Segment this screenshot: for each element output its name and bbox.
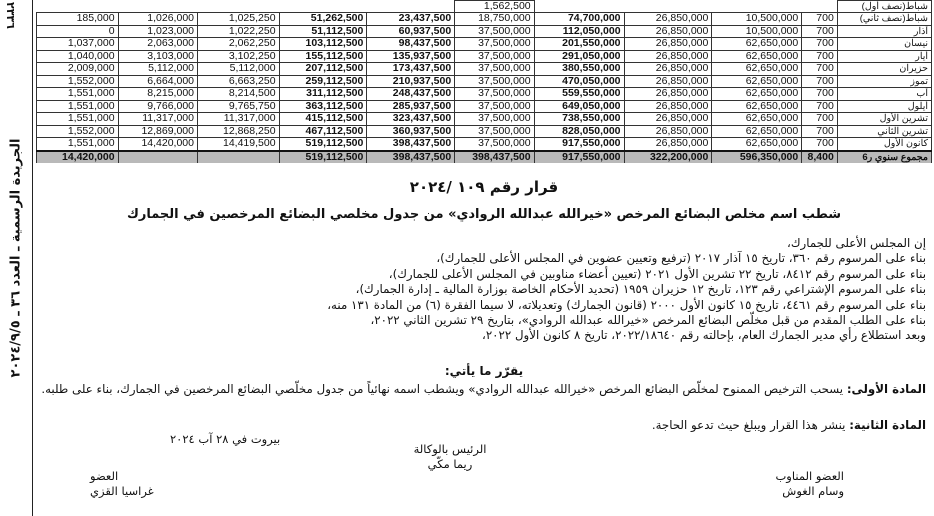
table-cell: 700 bbox=[802, 50, 838, 63]
table-row bbox=[37, 75, 932, 88]
decided-line: يقرّر ما يأتي: bbox=[444, 364, 524, 378]
table-cell: 37,500,000 bbox=[455, 25, 534, 38]
salary-table bbox=[36, 0, 932, 163]
table-cell: 14,419,500 bbox=[198, 138, 280, 151]
table-cell: 363,112,500 bbox=[279, 100, 367, 113]
table-row bbox=[37, 25, 932, 38]
table-cell: 26,850,000 bbox=[624, 100, 712, 113]
table-cell: 1,551,000 bbox=[37, 100, 119, 113]
total-cell: 398,437,500 bbox=[455, 151, 534, 164]
table-cell: 700 bbox=[802, 38, 838, 51]
total-label: مجموع سنوي ر6 bbox=[837, 151, 931, 164]
table-cell: 14,420,000 bbox=[118, 138, 197, 151]
table-row bbox=[37, 38, 932, 51]
table-cell: 1,552,000 bbox=[37, 125, 119, 138]
top-label-cell: شباط(نصف أول) bbox=[837, 1, 931, 13]
table-cell: 12,868,250 bbox=[198, 125, 280, 138]
table-top-row bbox=[37, 1, 932, 13]
table-cell: 62,650,000 bbox=[712, 50, 802, 63]
table-cell: 37,500,000 bbox=[455, 100, 534, 113]
table-cell: 26,850,000 bbox=[624, 88, 712, 101]
table-cell: 62,650,000 bbox=[712, 88, 802, 101]
table-cell: 210,937,500 bbox=[367, 75, 455, 88]
table-cell: 519,112,500 bbox=[279, 138, 367, 151]
article-1-text: يسحب الترخيص الممنوح لمخلّص البضائع المرخص «خيرالله عبدالله الروادي» ويشطب اسمه نهائياً من جدول مخلّصي البضائع المرخصين في الجمارك، بناء على طلبه. bbox=[41, 382, 844, 396]
table-cell: 207,112,500 bbox=[279, 63, 367, 76]
table-cell: 700 bbox=[802, 13, 838, 26]
table-cell: 917,550,000 bbox=[534, 138, 624, 151]
salary-table-wrap bbox=[36, 0, 932, 163]
table-cell: 700 bbox=[802, 25, 838, 38]
signature-date: بيروت في ٢٨ آب ٢٠٢٤ bbox=[170, 432, 281, 446]
table-cell: 62,650,000 bbox=[712, 113, 802, 126]
table-cell: 26,850,000 bbox=[624, 25, 712, 38]
page-number: ٢٣٣٦ bbox=[4, 2, 17, 29]
top-value-cell: 1,562,500 bbox=[455, 1, 534, 13]
table-cell: 26,850,000 bbox=[624, 13, 712, 26]
table-cell: 135,937,500 bbox=[367, 50, 455, 63]
table-cell: 98,437,500 bbox=[367, 38, 455, 51]
table-cell: 155,112,500 bbox=[279, 50, 367, 63]
preamble-line: وبعد استطلاع رأي مدير الجمارك العام، بإحالته رقم ٢٠٢٢/١٨٦٤٠، تاريخ ٨ كانون الأول ٢٠٢٢، bbox=[482, 328, 926, 343]
row-label: تشرين الثاني bbox=[837, 125, 931, 138]
preamble-line: بناء على المرسوم رقم ٤٤٦١، تاريخ ١٥ كانون الأول ٢٠٠٠ (قانون الجمارك) وتعديلاته، لا سيما الفقرة (٦) من المادة ١٣١ منه، bbox=[327, 297, 926, 312]
article-2-text: ينشر هذا القرار ويبلغ حيث تدعو الحاجة. bbox=[651, 418, 846, 432]
row-label: تشرين الأول bbox=[837, 113, 931, 126]
table-cell: 3,103,000 bbox=[118, 50, 197, 63]
table-cell: 18,750,000 bbox=[455, 13, 534, 26]
table-cell: 26,850,000 bbox=[624, 113, 712, 126]
row-label: أيلول bbox=[837, 100, 931, 113]
decision-subtitle: شطب اسم مخلص البضائع المرخص «خيرالله عبدالله الروادي» من جدول مخلصي البضائع المرخصين في الجمارك bbox=[126, 207, 842, 222]
table-row bbox=[37, 100, 932, 113]
table-cell: 12,869,000 bbox=[118, 125, 197, 138]
table-cell: 700 bbox=[802, 125, 838, 138]
table-cell: 1,551,000 bbox=[37, 138, 119, 151]
table-cell: 1,026,000 bbox=[118, 13, 197, 26]
decision-title: قرار رقم ١٠٩ /٢٠٢٤ bbox=[409, 178, 559, 196]
table-cell: 51,112,500 bbox=[279, 25, 367, 38]
total-cell: 14,420,000 bbox=[37, 151, 119, 164]
table-row bbox=[37, 63, 932, 76]
member-signature bbox=[90, 469, 190, 499]
president-name: ريما مكّي bbox=[427, 457, 473, 471]
table-cell: 1,023,000 bbox=[118, 25, 197, 38]
table-cell: 470,050,000 bbox=[534, 75, 624, 88]
table-cell: 26,850,000 bbox=[624, 75, 712, 88]
preamble-line: إن المجلس الأعلى للجمارك، bbox=[787, 236, 926, 250]
table-cell: 62,650,000 bbox=[712, 138, 802, 151]
total-cell: 596,350,000 bbox=[712, 151, 802, 164]
table-cell: 285,937,500 bbox=[367, 100, 455, 113]
table-body bbox=[37, 1, 932, 164]
table-cell: 6,664,000 bbox=[118, 75, 197, 88]
table-cell: 62,650,000 bbox=[712, 100, 802, 113]
total-cell: 519,112,500 bbox=[279, 151, 367, 164]
table-cell: 398,437,500 bbox=[367, 138, 455, 151]
preamble-line: بناء على الطلب المقدم من قبل مخلّص البضائع المرخص «خيرالله عبدالله الروادي»، بتاريخ ٢٩ تشرين الثاني ٢٠٢٢، bbox=[370, 313, 926, 328]
table-cell: 26,850,000 bbox=[624, 38, 712, 51]
preamble-line: بناء على المرسوم رقم ٣٦٠، تاريخ ١٥ آذار ٢٠١٧ (ترفيع وتعيين عضوين في المجلس الأعلى للجمارك)، bbox=[436, 251, 926, 266]
president-title: الرئيس بالوكالة bbox=[413, 442, 487, 456]
table-cell: 62,650,000 bbox=[712, 38, 802, 51]
total-cell: 398,437,500 bbox=[367, 151, 455, 164]
table-cell: 185,000 bbox=[37, 13, 119, 26]
table-cell: 2,063,000 bbox=[118, 38, 197, 51]
table-cell: 323,437,500 bbox=[367, 113, 455, 126]
row-label: نيسان bbox=[837, 38, 931, 51]
table-row bbox=[37, 13, 932, 26]
table-row bbox=[37, 138, 932, 151]
article-1-label: المادة الأولى: bbox=[846, 382, 926, 396]
total-cell bbox=[198, 151, 280, 164]
table-cell: 828,050,000 bbox=[534, 125, 624, 138]
table-cell: 26,850,000 bbox=[624, 63, 712, 76]
table-cell: 248,437,500 bbox=[367, 88, 455, 101]
table-cell: 8,215,000 bbox=[118, 88, 197, 101]
table-cell: 37,500,000 bbox=[455, 75, 534, 88]
table-cell: 1,025,250 bbox=[198, 13, 280, 26]
table-cell: 2,062,250 bbox=[198, 38, 280, 51]
table-cell: 10,500,000 bbox=[712, 13, 802, 26]
gazette-issue-text: الجريدة الرسمية ـ العدد ٣٦ ـ ٢٠٢٤/٩/٥ bbox=[8, 138, 24, 378]
table-cell: 37,500,000 bbox=[455, 38, 534, 51]
table-cell: 37,500,000 bbox=[455, 113, 534, 126]
table-cell: 649,050,000 bbox=[534, 100, 624, 113]
table-cell: 259,112,500 bbox=[279, 75, 367, 88]
row-label: تموز bbox=[837, 75, 931, 88]
table-cell: 26,850,000 bbox=[624, 50, 712, 63]
table-cell: 11,317,000 bbox=[118, 113, 197, 126]
table-cell: 700 bbox=[802, 63, 838, 76]
table-cell: 1,022,250 bbox=[198, 25, 280, 38]
table-cell: 103,112,500 bbox=[279, 38, 367, 51]
gazette-sidebar bbox=[0, 0, 33, 516]
row-label: أيار bbox=[837, 50, 931, 63]
row-label: كانون الأول bbox=[837, 138, 931, 151]
table-cell: 1,040,000 bbox=[37, 50, 119, 63]
table-cell: 0 bbox=[37, 25, 119, 38]
table-cell: 51,262,500 bbox=[279, 13, 367, 26]
president-signature bbox=[400, 442, 500, 472]
table-cell: 311,112,500 bbox=[279, 88, 367, 101]
table-cell: 467,112,500 bbox=[279, 125, 367, 138]
member-title: العضو bbox=[90, 469, 119, 483]
table-cell: 10,500,000 bbox=[712, 25, 802, 38]
table-cell: 1,037,000 bbox=[37, 38, 119, 51]
preamble-line: بناء على المرسوم رقم ٨٤١٢، تاريخ ٢٢ تشرين الأول ٢٠٢١ (تعيين أعضاء مناوبين في المجلس الأعلى للجمارك)، bbox=[388, 266, 926, 281]
table-cell: 738,550,000 bbox=[534, 113, 624, 126]
total-cell bbox=[118, 151, 197, 164]
table-cell: 62,650,000 bbox=[712, 63, 802, 76]
row-label: شباط(نصف ثاني) bbox=[837, 13, 931, 26]
table-cell: 5,112,000 bbox=[118, 63, 197, 76]
table-cell: 380,550,000 bbox=[534, 63, 624, 76]
table-row bbox=[37, 50, 932, 63]
table-cell: 1,552,000 bbox=[37, 75, 119, 88]
table-cell: 360,937,500 bbox=[367, 125, 455, 138]
table-cell: 2,009,000 bbox=[37, 63, 119, 76]
row-label: آذار bbox=[837, 25, 931, 38]
table-cell: 37,500,000 bbox=[455, 125, 534, 138]
total-cell: 917,550,000 bbox=[534, 151, 624, 164]
total-cell: 322,200,000 bbox=[624, 151, 712, 164]
table-cell: 1,551,000 bbox=[37, 113, 119, 126]
member-name: غراسيا القزي bbox=[90, 484, 154, 498]
table-cell: 201,550,000 bbox=[534, 38, 624, 51]
table-cell: 559,550,000 bbox=[534, 88, 624, 101]
table-cell: 11,317,000 bbox=[198, 113, 280, 126]
table-row bbox=[37, 88, 932, 101]
table-cell: 5,112,000 bbox=[198, 63, 280, 76]
table-cell: 112,050,000 bbox=[534, 25, 624, 38]
table-cell: 9,766,000 bbox=[118, 100, 197, 113]
table-cell: 23,437,500 bbox=[367, 13, 455, 26]
table-cell: 37,500,000 bbox=[455, 50, 534, 63]
table-total-row bbox=[37, 151, 932, 164]
total-cell: 8,400 bbox=[802, 151, 838, 164]
table-cell: 700 bbox=[802, 75, 838, 88]
table-cell: 62,650,000 bbox=[712, 125, 802, 138]
table-cell: 74,700,000 bbox=[534, 13, 624, 26]
row-label: آب bbox=[837, 88, 931, 101]
alternate-member-name: وسام الغوش bbox=[782, 484, 844, 498]
table-cell: 700 bbox=[802, 138, 838, 151]
table-cell: 26,850,000 bbox=[624, 125, 712, 138]
table-cell: 37,500,000 bbox=[455, 63, 534, 76]
table-cell: 8,214,500 bbox=[198, 88, 280, 101]
article-1 bbox=[40, 382, 926, 397]
table-cell: 37,500,000 bbox=[455, 88, 534, 101]
table-cell: 173,437,500 bbox=[367, 63, 455, 76]
table-cell: 291,050,000 bbox=[534, 50, 624, 63]
table-cell: 9,765,750 bbox=[198, 100, 280, 113]
row-label: حزيران bbox=[837, 63, 931, 76]
table-row bbox=[37, 125, 932, 138]
table-cell: 415,112,500 bbox=[279, 113, 367, 126]
table-cell: 3,102,250 bbox=[198, 50, 280, 63]
table-cell: 6,663,250 bbox=[198, 75, 280, 88]
decision-preamble bbox=[40, 236, 926, 344]
table-cell: 700 bbox=[802, 113, 838, 126]
table-cell: 700 bbox=[802, 88, 838, 101]
table-cell: 37,500,000 bbox=[455, 138, 534, 151]
table-cell: 26,850,000 bbox=[624, 138, 712, 151]
table-row bbox=[37, 113, 932, 126]
alternate-member-signature bbox=[734, 469, 844, 499]
alternate-member-title: العضو المناوب bbox=[775, 469, 844, 483]
table-cell: 60,937,500 bbox=[367, 25, 455, 38]
table-cell: 700 bbox=[802, 100, 838, 113]
table-cell: 1,551,000 bbox=[37, 88, 119, 101]
preamble-line: بناء على المرسوم الإشتراعي رقم ١٢٣، تاريخ ١٢ حزيران ١٩٥٩ (تحديد الأحكام الخاصة بوزارة المالية ـ إدارة الجمارك)، bbox=[355, 282, 926, 297]
article-2-label: المادة الثانية: bbox=[849, 418, 926, 432]
table-cell: 62,650,000 bbox=[712, 75, 802, 88]
